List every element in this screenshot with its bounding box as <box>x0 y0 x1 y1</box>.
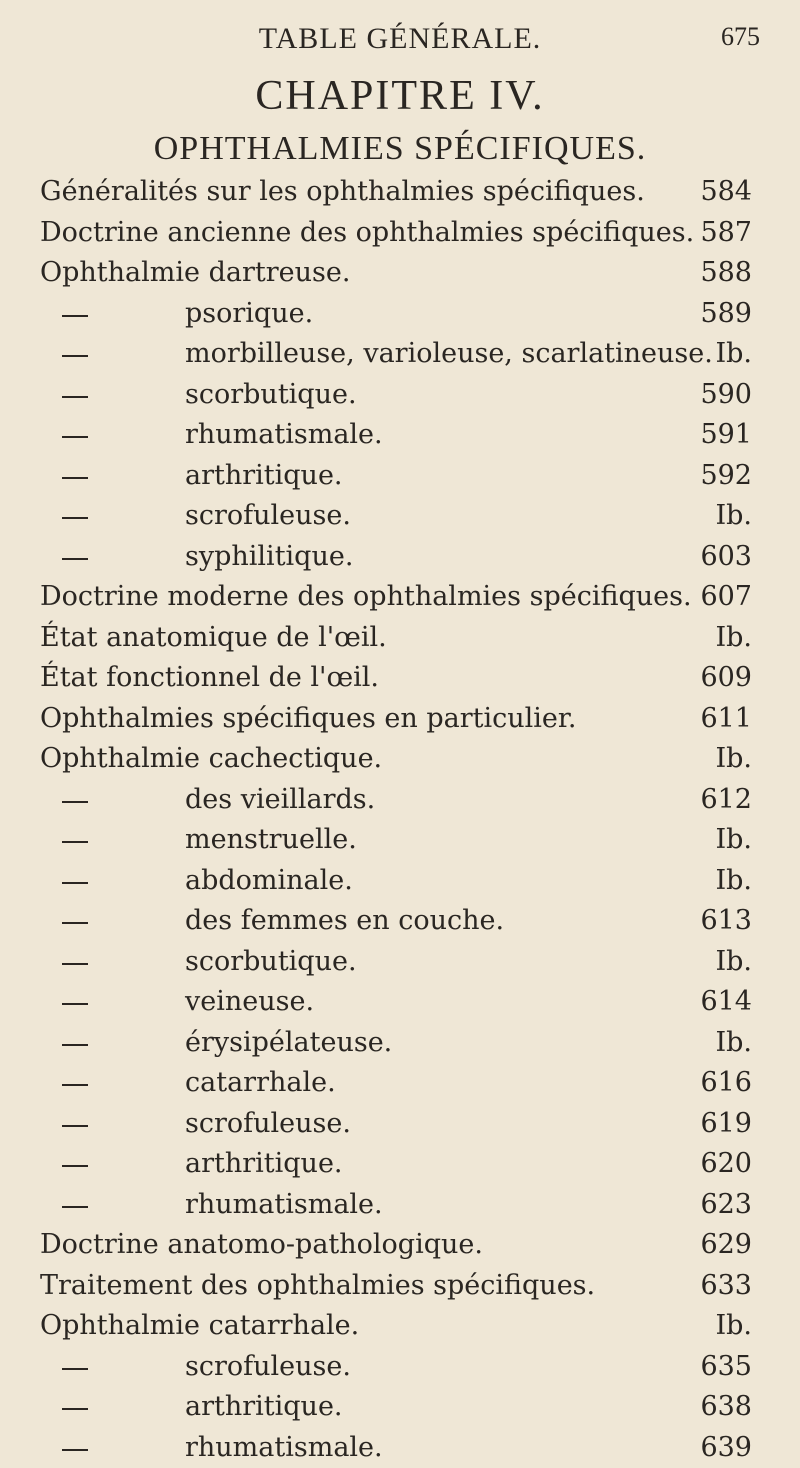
toc-entry-page: Ib. <box>715 824 752 855</box>
toc-entry-title: syphilitique. <box>185 541 353 572</box>
toc-entry-page: 589 <box>700 298 752 329</box>
toc-entry <box>0 456 800 497</box>
ditto-dash <box>62 1165 88 1167</box>
toc-entry-page: Ib. <box>715 743 752 774</box>
toc-entry <box>0 537 800 578</box>
toc-entry-title: Doctrine ancienne des ophthalmies spécifiques. <box>40 217 694 248</box>
toc-entry-page: 623 <box>700 1189 752 1220</box>
toc-entry-page: Ib. <box>715 865 752 896</box>
toc-entry-title: rhumatismale. <box>185 1189 383 1220</box>
ditto-dash <box>62 436 88 438</box>
toc-entry <box>0 172 800 213</box>
toc-entry-title: des femmes en couche. <box>185 905 504 936</box>
toc-entry-title: scrofuleuse. <box>185 1351 351 1382</box>
toc-entry-page: Ib. <box>715 1027 752 1058</box>
toc-entry-page: Ib. <box>715 622 752 653</box>
toc-entry <box>0 942 800 983</box>
toc-entry-title: arthritique. <box>185 1391 343 1422</box>
toc-entry <box>0 739 800 780</box>
toc-entry-title: érysipélateuse. <box>185 1027 392 1058</box>
toc-entry-page: 638 <box>700 1391 752 1422</box>
toc-entry <box>0 375 800 416</box>
ditto-dash <box>62 517 88 519</box>
toc-entry-page: 591 <box>700 419 752 450</box>
ditto-dash <box>62 922 88 924</box>
toc-entry <box>0 699 800 740</box>
toc-entry <box>0 415 800 456</box>
section-title: OPHTHALMIES SPÉCIFIQUES. <box>0 130 800 168</box>
toc-entry-page: 611 <box>700 703 752 734</box>
toc-entry-title: veineuse. <box>185 986 314 1017</box>
table-of-contents <box>0 172 800 1468</box>
toc-entry-page: Ib. <box>715 946 752 977</box>
toc-entry-page: 633 <box>700 1270 752 1301</box>
toc-entry-page: 603 <box>700 541 752 572</box>
ditto-dash <box>62 1408 88 1410</box>
toc-entry-title: Ophthalmie cachectique. <box>40 743 382 774</box>
toc-entry-title: des vieillards. <box>185 784 375 815</box>
toc-entry-page: 609 <box>700 662 752 693</box>
ditto-dash <box>62 1206 88 1208</box>
chapter-title: CHAPITRE IV. <box>0 72 800 120</box>
toc-entry-page: 584 <box>700 176 752 207</box>
toc-entry-page: 616 <box>700 1067 752 1098</box>
toc-entry-title: menstruelle. <box>185 824 357 855</box>
ditto-dash <box>62 396 88 398</box>
ditto-dash <box>62 882 88 884</box>
toc-entry-title: arthritique. <box>185 460 343 491</box>
toc-entry-page: 592 <box>700 460 752 491</box>
toc-entry-title: scrofuleuse. <box>185 1108 351 1139</box>
toc-entry <box>0 213 800 254</box>
toc-entry-page: Ib. <box>715 338 752 369</box>
ditto-dash <box>62 1368 88 1370</box>
toc-entry <box>0 1023 800 1064</box>
toc-entry <box>0 1104 800 1145</box>
toc-entry-title: morbilleuse, varioleuse, scarlatineuse. <box>185 338 713 369</box>
ditto-dash <box>62 1449 88 1451</box>
ditto-dash <box>62 1044 88 1046</box>
toc-entry-page: 614 <box>700 986 752 1017</box>
toc-entry-page: 607 <box>700 581 752 612</box>
toc-entry-title: Doctrine anatomo-pathologique. <box>40 1229 483 1260</box>
toc-entry <box>0 294 800 335</box>
toc-entry <box>0 1266 800 1307</box>
running-head: TABLE GÉNÉRALE. <box>0 22 800 56</box>
toc-entry-title: rhumatismale. <box>185 419 383 450</box>
toc-entry-page: Ib. <box>715 1310 752 1341</box>
toc-entry-title: abdominale. <box>185 865 353 896</box>
toc-entry-page: 613 <box>700 905 752 936</box>
toc-entry <box>0 1428 800 1468</box>
toc-entry-page: 629 <box>700 1229 752 1260</box>
toc-entry <box>0 253 800 294</box>
toc-entry-page: 619 <box>700 1108 752 1139</box>
ditto-dash <box>62 477 88 479</box>
toc-entry-page: 635 <box>700 1351 752 1382</box>
ditto-dash <box>62 355 88 357</box>
toc-entry-page: 590 <box>700 379 752 410</box>
toc-entry-title: catarrhale. <box>185 1067 336 1098</box>
toc-entry-title: Traitement des ophthalmies spécifiques. <box>40 1270 595 1301</box>
toc-entry-title: Doctrine moderne des ophthalmies spécifiques. <box>40 581 692 612</box>
toc-entry-page: 587 <box>700 217 752 248</box>
ditto-dash <box>62 1084 88 1086</box>
toc-entry <box>0 861 800 902</box>
toc-entry-title: Généralités sur les ophthalmies spécifiques. <box>40 176 645 207</box>
ditto-dash <box>62 558 88 560</box>
ditto-dash <box>62 1125 88 1127</box>
toc-entry <box>0 1185 800 1226</box>
toc-entry <box>0 658 800 699</box>
toc-entry <box>0 1225 800 1266</box>
toc-entry-title: arthritique. <box>185 1148 343 1179</box>
toc-entry <box>0 820 800 861</box>
toc-entry-title: scrofuleuse. <box>185 500 351 531</box>
ditto-dash <box>62 1003 88 1005</box>
toc-entry-page: 612 <box>700 784 752 815</box>
toc-entry-page: 588 <box>700 257 752 288</box>
toc-entry-title: scorbutique. <box>185 946 357 977</box>
page-number: 675 <box>721 22 760 52</box>
ditto-dash <box>62 963 88 965</box>
toc-entry-title: rhumatismale. <box>185 1432 383 1463</box>
toc-entry <box>0 334 800 375</box>
toc-entry <box>0 1387 800 1428</box>
toc-entry <box>0 496 800 537</box>
toc-entry-title: psorique. <box>185 298 313 329</box>
toc-entry <box>0 1347 800 1388</box>
toc-entry <box>0 577 800 618</box>
toc-entry-page: Ib. <box>715 500 752 531</box>
toc-entry <box>0 618 800 659</box>
ditto-dash <box>62 315 88 317</box>
toc-entry <box>0 1063 800 1104</box>
toc-entry <box>0 1144 800 1185</box>
toc-entry-title: Ophthalmie dartreuse. <box>40 257 350 288</box>
toc-entry-title: Ophthalmies spécifiques en particulier. <box>40 703 576 734</box>
toc-entry <box>0 901 800 942</box>
ditto-dash <box>62 801 88 803</box>
toc-entry-page: 620 <box>700 1148 752 1179</box>
ditto-dash <box>62 841 88 843</box>
toc-entry <box>0 780 800 821</box>
toc-entry-title: scorbutique. <box>185 379 357 410</box>
toc-entry-title: Ophthalmie catarrhale. <box>40 1310 359 1341</box>
toc-entry <box>0 982 800 1023</box>
toc-entry <box>0 1306 800 1347</box>
toc-entry-title: État fonctionnel de l'œil. <box>40 662 379 693</box>
toc-entry-title: État anatomique de l'œil. <box>40 622 387 653</box>
toc-entry-page: 639 <box>700 1432 752 1463</box>
